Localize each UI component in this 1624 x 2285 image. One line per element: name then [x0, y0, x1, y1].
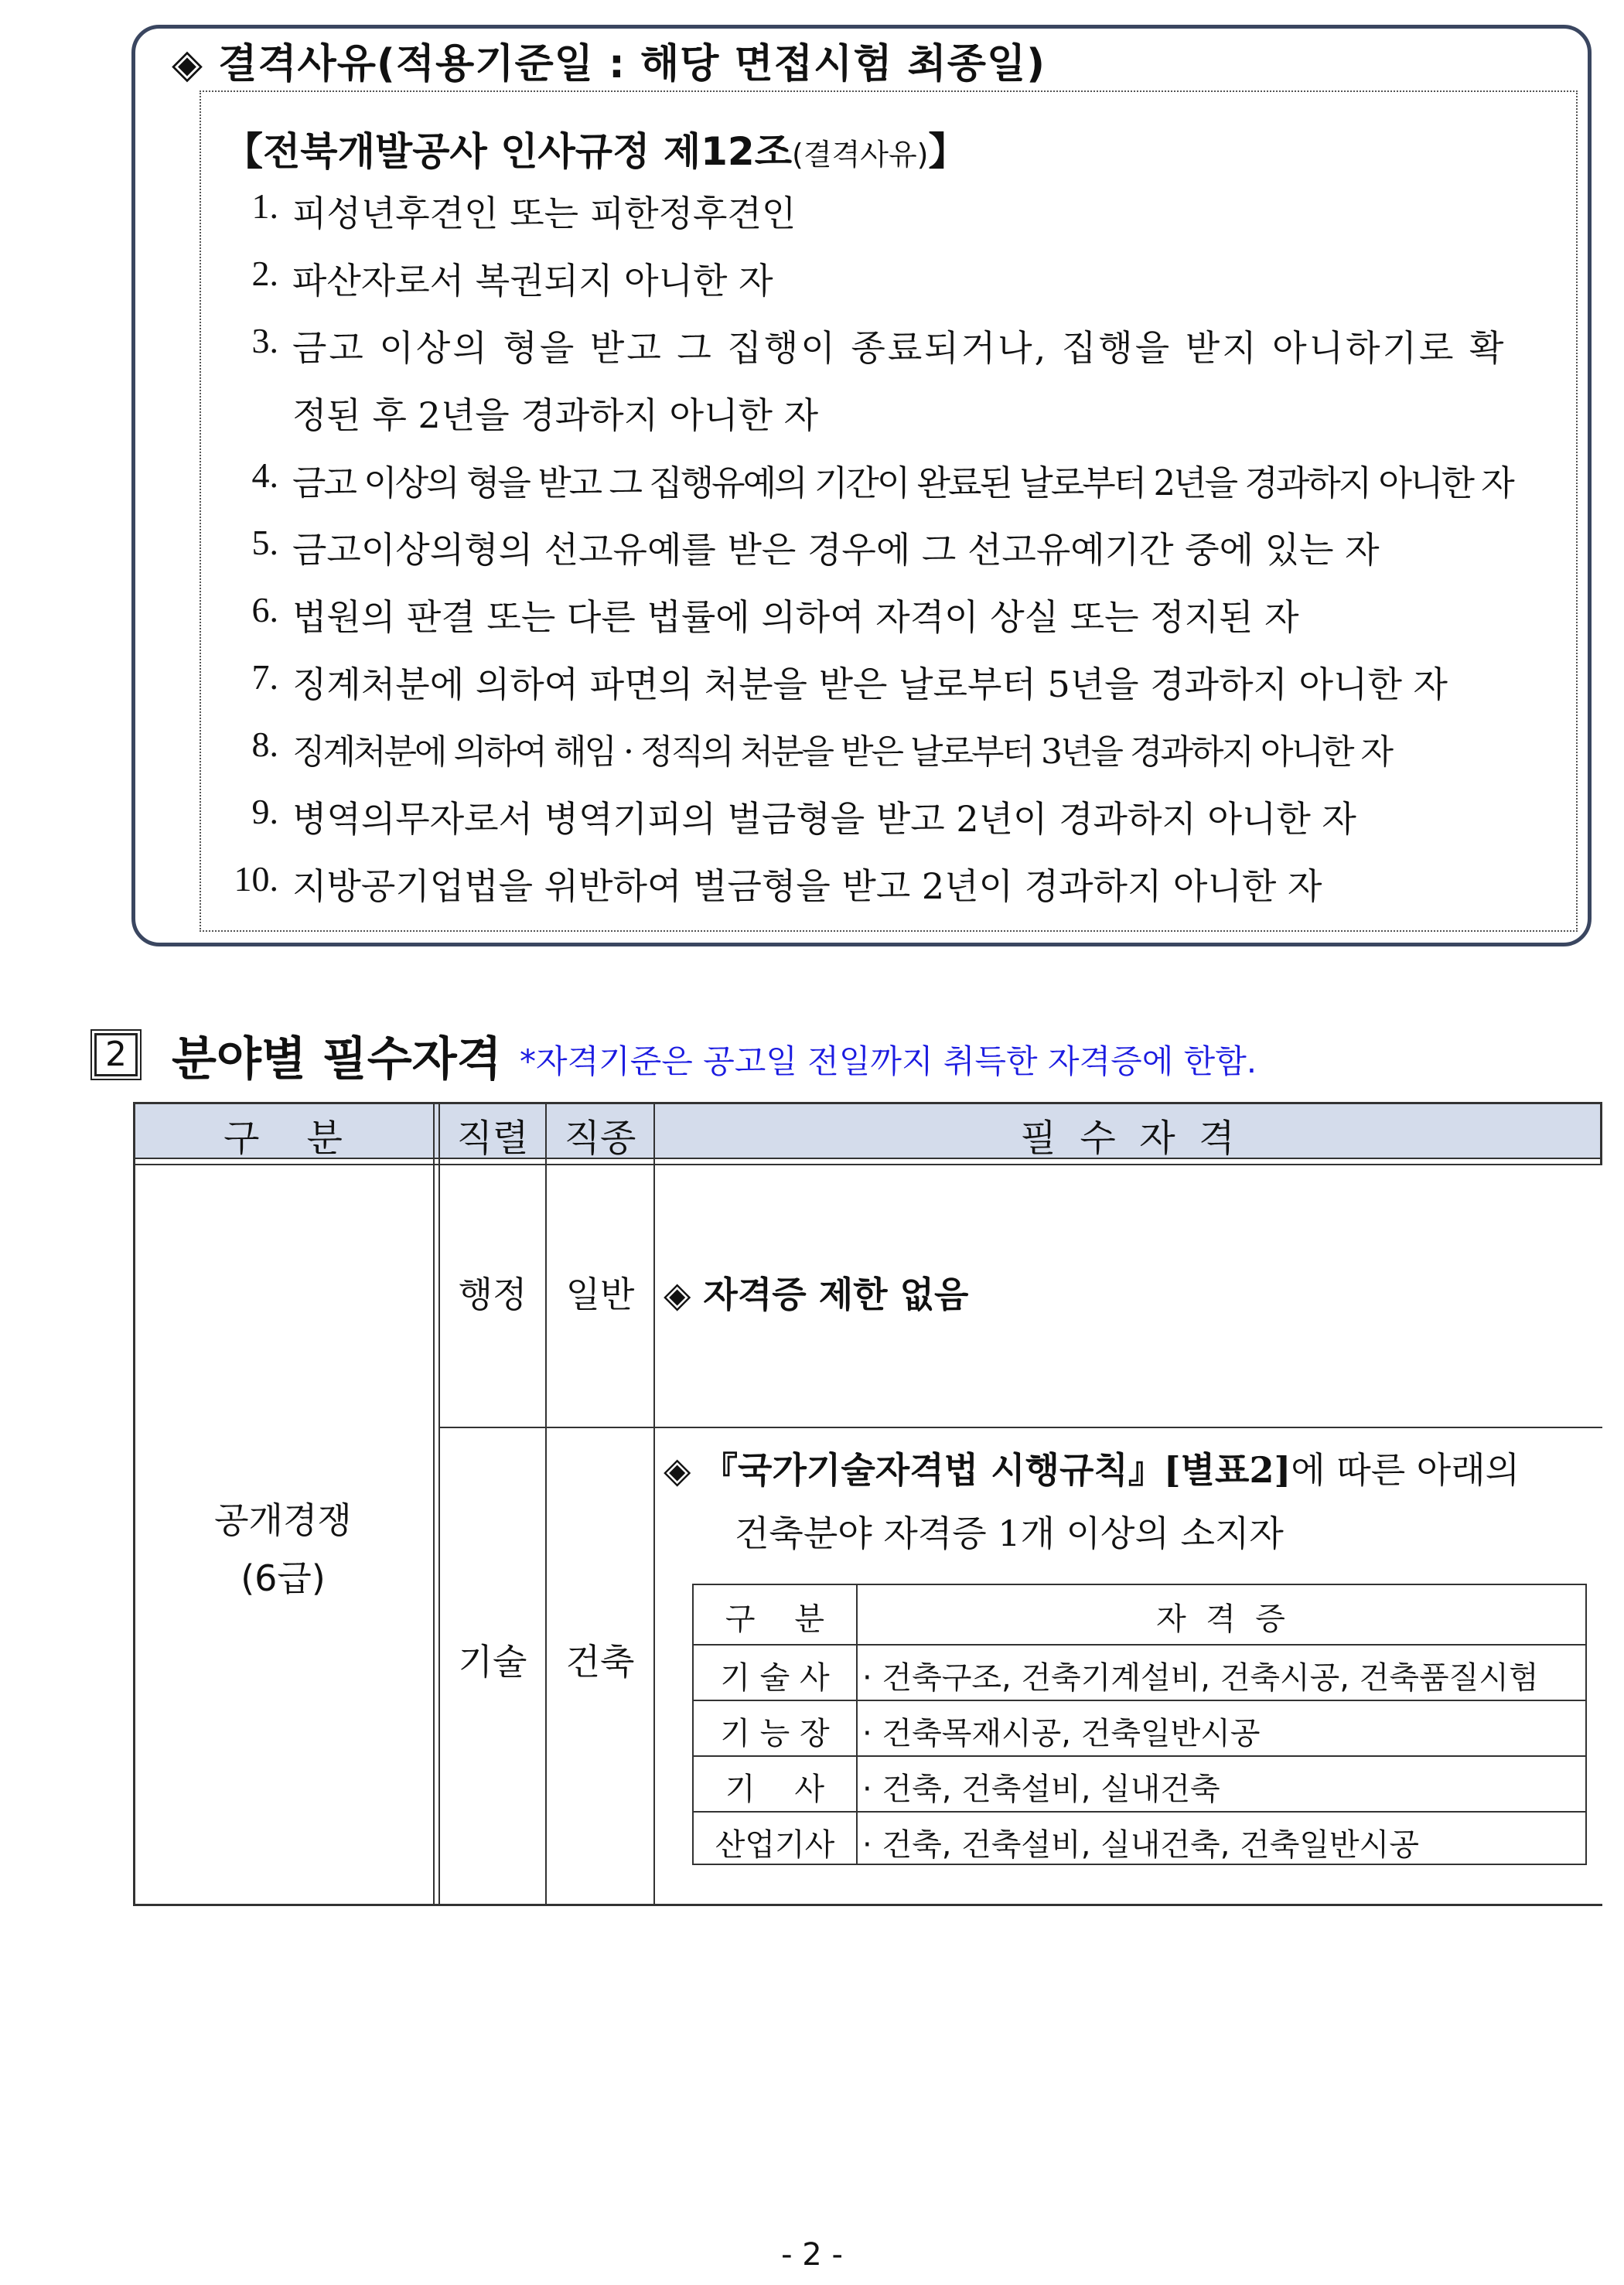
subtable-header-level: 구 분 [725, 1601, 825, 1637]
subtable-row [694, 1811, 1585, 1865]
rule-item-text: 정된 후 2년을 경과하지 아니한 자 [292, 394, 819, 436]
rule-item-text: 법원의 판결 또는 다른 법률에 의하여 자격이 상실 또는 정지된 자 [292, 596, 1299, 638]
row1-series: 행정 [458, 1274, 527, 1315]
rule-item-num: 4. [251, 455, 278, 495]
rule-item-num: 1. [251, 186, 278, 226]
section-number-box: 2 [94, 1033, 138, 1076]
row2-requirement-line1 [664, 1442, 1520, 1493]
table-header-line2 [133, 1164, 1602, 1165]
section-note: *자격기준은 공고일 전일까지 취득한 자격증에 한함. [520, 1042, 1257, 1080]
row2-requirement-line2: 건축분야 자격증 1개 이상의 소지자 [735, 1513, 1284, 1554]
subtable-certs: · 건축, 건축설비, 실내건축 [862, 1772, 1220, 1807]
subtable-level: 산업기사 [715, 1827, 835, 1863]
disqualification-title: ◈ 결격사유(적용기준일 : 해당 면접시험 최종일) [172, 41, 1046, 87]
subtable-certs: · 건축구조, 건축기계설비, 건축시공, 건축품질시험 [862, 1660, 1539, 1696]
table-col-line [653, 1102, 655, 1906]
category-line1: 공개경쟁 [214, 1499, 352, 1541]
rule-item-num: 9. [251, 792, 278, 831]
subtable-level: 기 사 [725, 1772, 825, 1807]
row1-type: 일반 [565, 1274, 635, 1315]
table-border-top [133, 1102, 1602, 1104]
subtable-header-cert: 자 격 증 [1156, 1601, 1285, 1637]
rule-heading-sub: (결격사유) [792, 138, 929, 172]
rule-item-text: 파산자로서 복권되지 아니한 자 [292, 260, 773, 302]
rule-item-text: 금고 이상의 형을 받고 그 집행유예의 기간이 완료된 날로부터 2년을 경과하지 아니한 자 [292, 462, 1513, 503]
header-type: 직종 [564, 1117, 636, 1160]
rule-item-text: 징계처분에 의하여 파면의 처분을 받은 날로부터 5년을 경과하지 아니한 자 [292, 663, 1448, 705]
rule-item-num: 8. [251, 725, 278, 764]
table-border-right [1600, 1102, 1602, 1164]
header-category: 구 분 [223, 1117, 343, 1160]
rule-item-num: 3. [251, 321, 278, 360]
row1-requirement [664, 1267, 969, 1318]
table-col-line [545, 1102, 547, 1906]
rule-item-text: 징계처분에 의하여 해임 · 정직의 처분을 받은 날로부터 3년을 경과하지 아니한 자 [292, 732, 1391, 772]
row2-req-rest: 에 따른 아래의 [1291, 1449, 1520, 1491]
rule-item-num: 5. [251, 523, 278, 562]
subtable-certs: · 건축, 건축설비, 실내건축, 건축일반시공 [862, 1827, 1419, 1863]
subtable-level: 기 능 장 [720, 1716, 830, 1751]
row1-req-text: 자격증 제한 없음 [703, 1274, 969, 1315]
rule-item-text: 지방공기업법을 위반하여 벌금형을 받고 2년이 경과하지 아니한 자 [292, 865, 1322, 907]
rule-item-num: 6. [251, 590, 278, 629]
subtable-certs: · 건축목재시공, 건축일반시공 [862, 1716, 1261, 1751]
section-title: 분야별 필수자격 [172, 1032, 502, 1086]
rule-item-text: 금고 이상의 형을 받고 그 집행이 종료되거나, 집행을 받지 아니하기로 확 [292, 327, 1506, 369]
diamond-bullet-icon: ◈ [664, 1274, 691, 1315]
category-line2: (6급) [241, 1557, 326, 1599]
subtable-row [694, 1755, 1585, 1811]
table-row-divider [438, 1427, 1602, 1428]
table-border-bottom [133, 1904, 1602, 1906]
header-requirement: 필 수 자 격 [1020, 1117, 1235, 1160]
diamond-bullet-icon: ◈ [664, 1449, 691, 1491]
rule-heading [224, 121, 967, 176]
subtable-header-row [694, 1585, 1585, 1644]
rule-item-num: 2. [251, 254, 278, 293]
rule-item-num: 10. [234, 859, 278, 899]
rule-item-text: 병역의무자로서 병역기피의 벌금형을 받고 2년이 경과하지 아니한 자 [292, 798, 1356, 840]
rule-heading-main: 【전북개발공사 인사규정 제12조 [224, 129, 792, 174]
subtable-row [694, 1644, 1585, 1700]
table-col-line [433, 1102, 435, 1906]
subtable-row [694, 1700, 1585, 1755]
page-number: - 2 - [781, 2237, 843, 2273]
row2-req-bold: 『국가기술자격법 시행규칙』[별표2] [702, 1449, 1291, 1491]
header-series: 직렬 [456, 1117, 529, 1160]
rule-heading-end: 】 [928, 129, 967, 174]
rule-item-text: 피성년후견인 또는 피한정후견인 [292, 193, 797, 234]
certificate-subtable [692, 1584, 1587, 1865]
subtable-level: 기 술 사 [720, 1660, 830, 1696]
row2-type: 건축 [565, 1641, 635, 1683]
rule-item-text: 금고이상의형의 선고유예를 받은 경우에 그 선고유예기간 중에 있는 자 [292, 529, 1380, 571]
row2-series: 기술 [458, 1641, 527, 1683]
table-col-line2 [438, 1102, 440, 1906]
rule-item-num: 7. [251, 657, 278, 697]
